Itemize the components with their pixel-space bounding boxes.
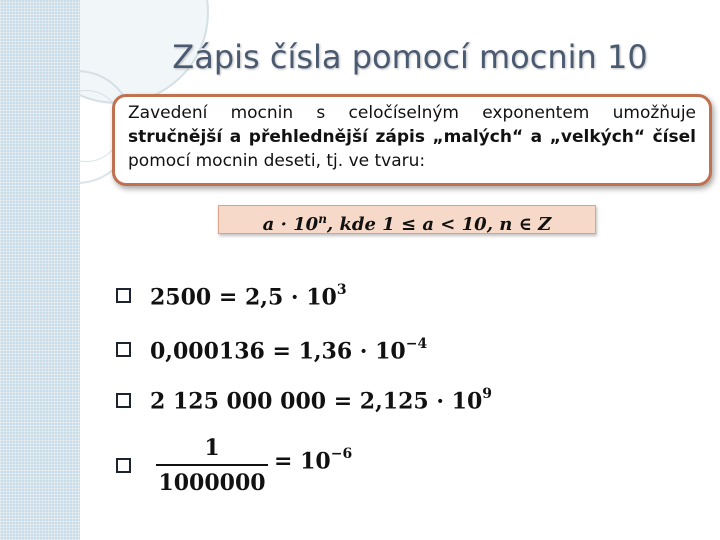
example-text: 2 125 000 000 = 2,125 · 10 (150, 388, 483, 415)
intro-text: Zavedení mocnin s celočíselným exponentem umožňuje (128, 103, 696, 123)
example-exponent: 3 (336, 282, 347, 298)
fraction (156, 434, 268, 496)
checkbox-bullet-icon (116, 288, 130, 302)
fraction-rhs-text: = 10 (274, 448, 331, 475)
intro-text-end: pomocí mocnin deseti, tj. ve tvaru: (128, 151, 426, 171)
example-text: 0,000136 = 1,36 · 10 (150, 338, 406, 365)
fraction-result (274, 448, 352, 474)
checkbox-bullet-icon (116, 393, 130, 407)
formula-base: a · 10 (262, 214, 319, 235)
checkbox-bullet-icon (116, 342, 130, 356)
formula-condition: , kde 1 ≤ a < 10, n ∈ Z (326, 214, 552, 235)
example-equation (150, 284, 347, 310)
example-equation (150, 388, 492, 414)
intro-text-box (112, 94, 712, 186)
example-text: 2500 = 2,5 · 10 (150, 284, 337, 311)
example-exponent: −4 (405, 336, 428, 352)
formula-exponent: n (318, 212, 327, 226)
slide-title: Zápis čísla pomocí mocnin 10 (172, 38, 648, 76)
intro-bold-text: stručnější a přehlednější zápis „malých“ a „velkých“ čísel (128, 127, 696, 147)
fraction-rhs-exponent: −6 (330, 446, 353, 462)
decorative-sidebar (0, 0, 80, 540)
fraction-numerator: 1 (204, 435, 220, 461)
example-equation (150, 338, 427, 364)
example-exponent: 9 (482, 386, 493, 402)
fraction-denominator: 1000000 (158, 470, 266, 496)
fraction-bar (156, 464, 268, 466)
checkbox-bullet-icon (116, 458, 130, 472)
scientific-notation-formula (218, 205, 596, 234)
